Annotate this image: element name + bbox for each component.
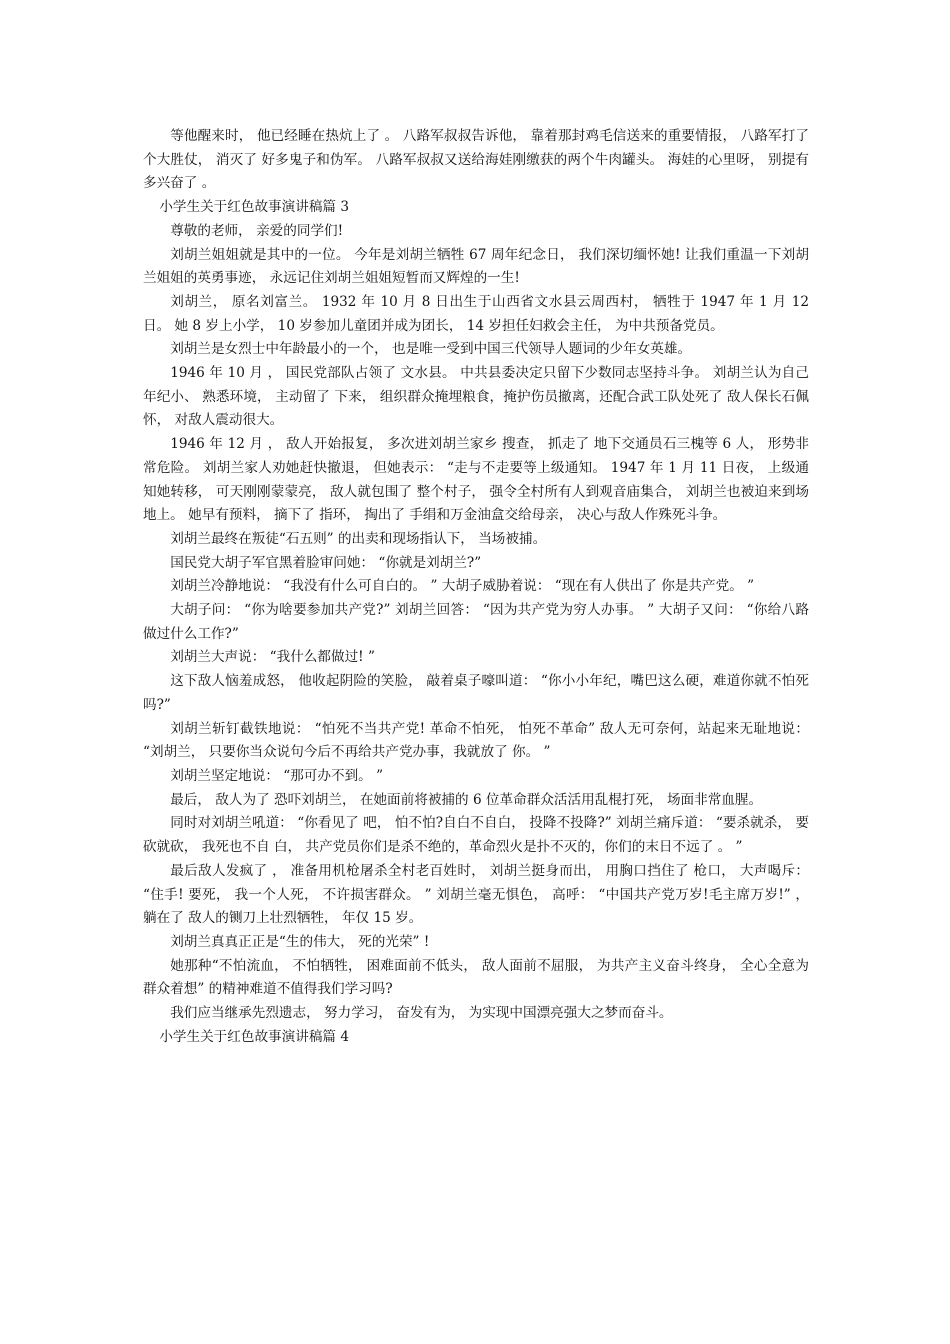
paragraph: 刘胡兰是女烈士中年龄最小的一个， 也是唯一受到中国三代领导人题词的少年女英雄。 bbox=[170, 341, 692, 358]
paragraph: 大胡子问： “你为啥要参加共产党?” 刘胡兰回答： “因为共产党为穷人办事。 ” 大胡子又问： “你给八路做过什么工作?” bbox=[143, 602, 809, 642]
salutation: 尊敬的老师， 亲爱的同学们! bbox=[170, 222, 344, 239]
paragraph: 等他醒来时， 他已经睡在热炕上了 。 八路军叔叔告诉他， 靠着那封鸡毛信送来的重要情报， 八路军打了 个大胜仗， 消灭了 好多鬼子和伪军。 八路军叔叔又送给海娃刚缴获的两个牛肉罐头。 海娃的心里呀， 别提有多兴奋了 。 bbox=[143, 128, 809, 192]
paragraph: 刘胡兰坚定地说： “那可办不到。 ” bbox=[170, 767, 384, 784]
paragraph: 同时对刘胡兰吼道： “你看见了 吧， 怕不怕?自白不自白， 投降不投降?” 刘胡兰痛斥道： “要杀就杀， 要砍就砍， 我死也不自 白， 共产党员你们是杀不绝的，革命烈火是扑不灭的，你们的末日不远了 。 ” bbox=[143, 815, 809, 856]
paragraph: 我们应当继承先烈遗志， 努力学习， 奋发有为， 为实现中国漂亮强大之梦而奋斗。 bbox=[170, 1005, 673, 1022]
paragraph: 1946 年 12 月 ， 敌人开始报复， 多次进刘胡兰家乡 搜查， 抓走了 地下交通员石三槐等 6 人， 形势非常危险。 刘胡兰家人劝她赶快撤退， 但她表示： “走与不走要等上级通知。 1947 年 1 月 11 日夜， 上级通知她转移， 可天刚刚蒙蒙亮， 敌人就包围了 整个村子， 强令全村所有人到观音庙集合， 刘胡兰也被迫来到场地上。 她早有预料， 摘下了 指环， 掏出了 手绢和万金油盒交给母亲， 决心与敌人作殊死斗争。 bbox=[143, 436, 809, 524]
paragraph: 刘胡兰， 原名刘富兰。 1932 年 10 月 8 日出生于山西省文水县云周西村， 牺牲于 1947 年 1 月 12 日。 她 8 岁上小学， 10 岁参加儿童团并成为团长， 14 岁担任妇救会主任， 为中共预备党员。 bbox=[143, 293, 809, 334]
paragraph: 她那种“不怕流血， 不怕牺牲， 困难面前不低头， 敌人面前不屈服， 为共产主义奋斗终身， 全心全意为群众着想” 的精神难道不值得我们学习吗? bbox=[143, 957, 809, 998]
section-heading: 小学生关于红色故事演讲稿篇 4 bbox=[159, 1028, 350, 1045]
paragraph: 这下敌人恼羞成怒， 他收起阴险的笑脸， 敲着桌子嚎叫道： “你小小年纪，嘴巴这么硬，难道你就不怕死吗?” bbox=[143, 673, 809, 713]
paragraph: 刘胡兰真真正正是“生的伟大， 死的光荣” ! bbox=[170, 933, 430, 950]
paragraph: 最后， 敌人为了 恐吓刘胡兰， 在她面前将被捕的 6 位革命群众活活用乱棍打死， 场面非常血腥。 bbox=[170, 791, 763, 808]
paragraph: 国民党大胡子军官黑着脸审问她： “你就是刘胡兰?” bbox=[170, 554, 482, 571]
paragraph: 刘胡兰斩钉截铁地说： “怕死不当共产党! 革命不怕死， 怕死不革命” 敌人无可奈何，站起来无耻地说： “刘胡兰， 只要你当众说句今后不再给共产党办事，我就放了 你。 ” bbox=[143, 720, 809, 761]
paragraph: 刘胡兰大声说： “我什么都做过! ” bbox=[170, 649, 375, 666]
paragraph: 最后敌人发疯了 ， 准备用机枪屠杀全村老百姓时， 刘胡兰挺身而出， 用胸口挡住了 枪口， 大声喝斥： “住手! 要死， 我一个人死， 不许损害群众。 ” 刘胡兰毫无惧色， 高呼： “中国共产党万岁!毛主席万岁!” ， 躺在了 敌人的铡刀上壮烈牺牲， 年仅 15 岁。 bbox=[143, 862, 809, 927]
paragraph: 刘胡兰冷静地说： “我没有什么可自白的。 ” 大胡子威胁着说： “现在有人供出了 你是共产党。 ” bbox=[170, 578, 755, 595]
document-page bbox=[143, 125, 809, 1049]
section-heading: 小学生关于红色故事演讲稿篇 3 bbox=[159, 199, 350, 216]
paragraph: 1946 年 10 月 ， 国民党部队占领了 文水县。 中共县委决定只留下少数同志坚持斗争。 刘胡兰认为自己年纪小、 熟悉环境， 主动留了 下来， 组织群众掩埋粮食，掩护伤员撤离，还配合武工队处死了 敌人保长石佩怀， 对敌人震动很大。 bbox=[143, 365, 809, 429]
paragraph: 刘胡兰姐姐就是其中的一位。 今年是刘胡兰牺牲 67 周年纪念日， 我们深切缅怀她! 让我们重温一下刘胡兰姐姐的英勇事迹， 永远记住刘胡兰姐姐短暂而又辉煌的一生! bbox=[143, 246, 809, 287]
paragraph: 刘胡兰最终在叛徒“石五则” 的出卖和现场指认下， 当场被捕。 bbox=[170, 530, 547, 547]
